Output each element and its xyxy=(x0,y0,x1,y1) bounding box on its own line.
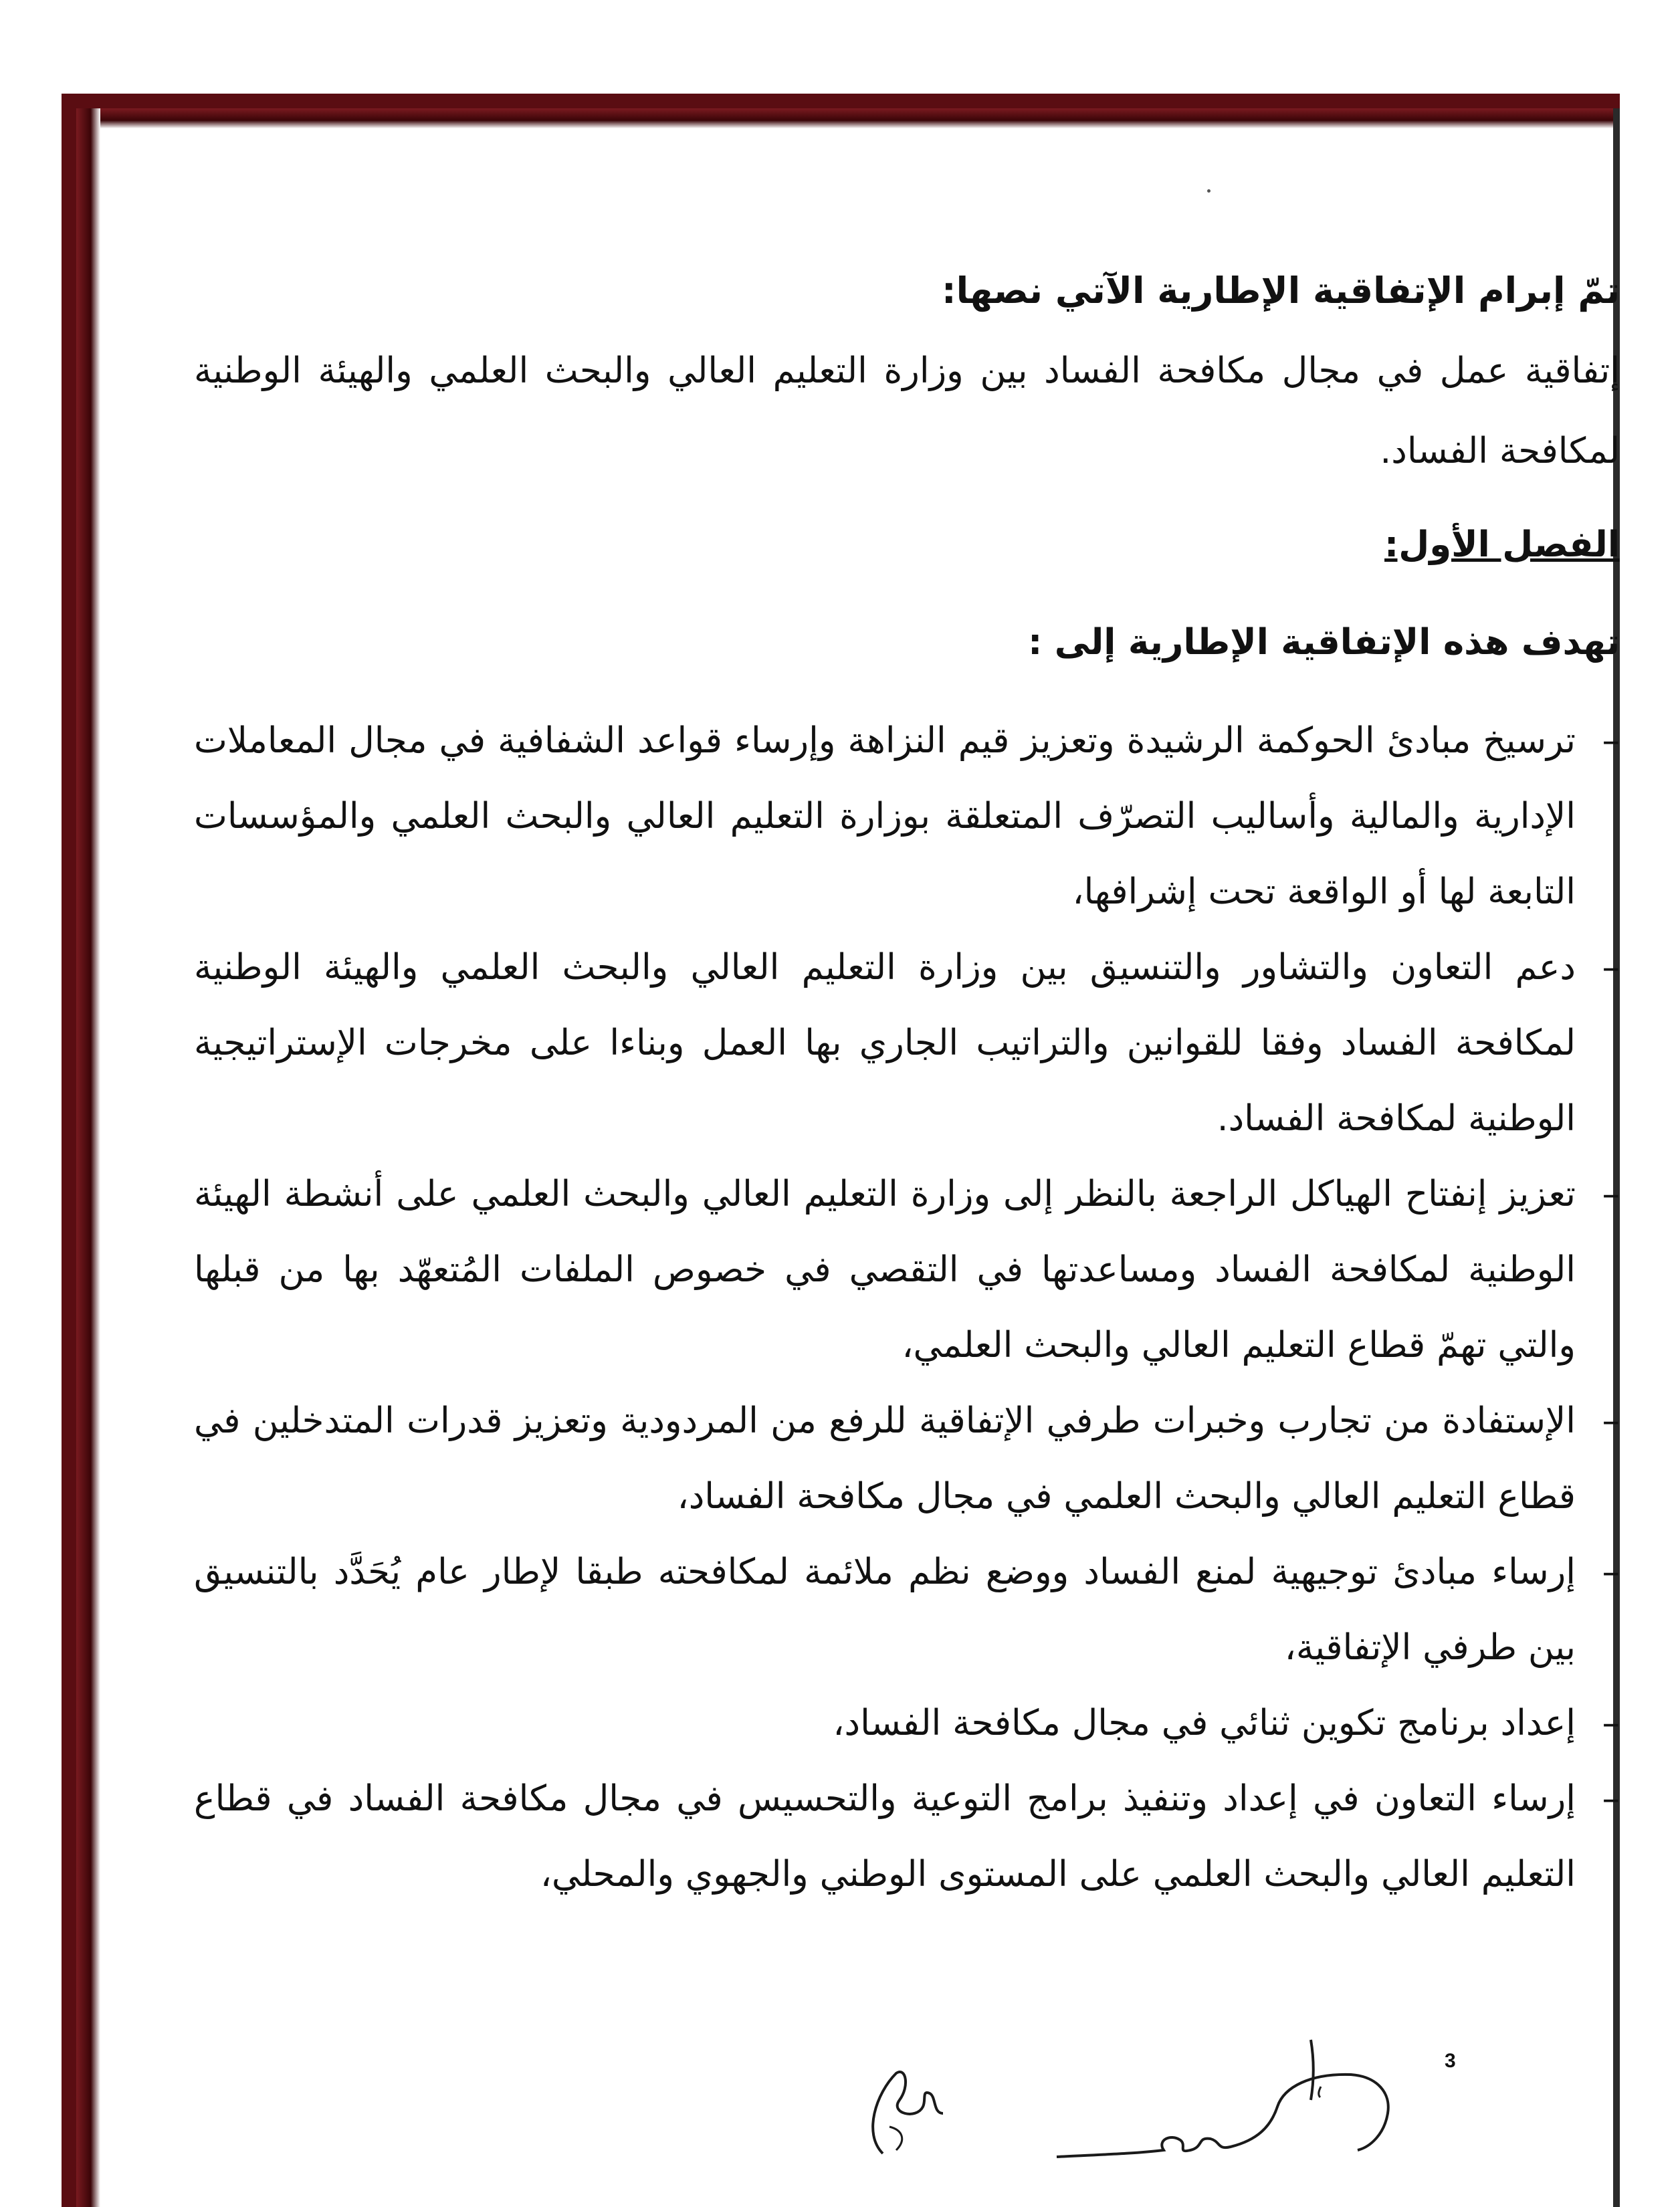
signatures xyxy=(843,2013,1431,2187)
aims-list xyxy=(194,703,1620,1912)
list-item xyxy=(194,930,1620,1156)
list-item xyxy=(194,1156,1620,1383)
list-item xyxy=(194,1761,1620,1912)
aim-text: تعزيز إنفتاح الهياكل الراجعة بالنظر إلى وزارة التعليم العالي والبحث العلمي على أنشطة الهيئة الوطنية لمكافحة الفساد ومساعدتها في التقصي في خصوص الملفات المُتعهّد بها من قبلها والتي تهمّ قطاع التعليم العالي والبحث العلمي، xyxy=(194,1174,1576,1366)
aim-text: الإستفادة من تجارب وخبرات طرفي الإتفاقية للرفع من المردودية وتعزيز قدرات المتدخلين في قطاع التعليم العالي والبحث العلمي في مجال مكافحة الفساد، xyxy=(194,1400,1576,1517)
bullet-dash: – xyxy=(1602,1400,1620,1441)
scan-dot-mark xyxy=(1207,189,1211,193)
bullet-dash: – xyxy=(1602,1778,1620,1819)
page-number: 3 xyxy=(1445,2050,1456,2072)
aims-title: تهدف هذه الإتفاقية الإطارية إلى : xyxy=(1028,622,1620,663)
aim-text: إرساء مبادئ توجيهية لمنع الفساد ووضع نظم ملائمة لمكافحته طبقا لإطار عام يُحَدَّد بالتنسيق بين طرفي الإتفاقية، xyxy=(194,1552,1576,1668)
list-item xyxy=(194,703,1620,930)
frame-top-border xyxy=(76,108,1620,128)
document-body xyxy=(194,251,1620,1912)
bullet-dash: – xyxy=(1602,947,1620,988)
bullet-dash: – xyxy=(1602,720,1620,761)
bullet-dash: – xyxy=(1602,1552,1620,1592)
aim-text: ترسيخ مبادئ الحوكمة الرشيدة وتعزيز قيم النزاهة وإرساء قواعد الشفافية في مجال المعاملات الإدارية والمالية وأساليب التصرّف المتعلقة بوزارة التعليم العالي والبحث العلمي والمؤسسات التابعة لها أو الواقعة تحت إشرافها، xyxy=(194,720,1576,912)
aim-text: إعداد برنامج تكوين ثنائي في مجال مكافحة الفساد، xyxy=(833,1703,1576,1744)
chapter-title: الفصل الأول: xyxy=(1384,524,1620,565)
bullet-dash: – xyxy=(1602,1174,1620,1215)
frame-left-border xyxy=(76,108,100,2207)
intro-text: إتفاقية عمل في مجال مكافحة الفساد بين وزارة التعليم العالي والبحث العلمي والهيئة الوطنية لمكافحة الفساد. xyxy=(194,350,1620,471)
list-item xyxy=(194,1685,1620,1761)
bullet-dash: – xyxy=(1602,1703,1620,1744)
aim-text: دعم التعاون والتشاور والتنسيق بين وزارة التعليم العالي والبحث العلمي والهيئة الوطنية لمكافحة الفساد وفقا للقوانين والتراتيب الجاري بها العمل وبناءا على مخرجات الإستراتيجية الوطنية لمكافحة الفساد. xyxy=(194,947,1576,1139)
intro-heading: تمّ إبرام الإتفاقية الإطارية الآتي نصها: xyxy=(942,270,1620,312)
list-item xyxy=(194,1383,1620,1534)
signature-left xyxy=(873,2072,943,2153)
list-item xyxy=(194,1534,1620,1685)
signature-right xyxy=(1057,2075,1388,2157)
aim-text: إرساء التعاون في إعداد وتنفيذ برامج التوعية والتحسيس في مجال مكافحة الفساد في قطاع التعليم العالي والبحث العلمي على المستوى الوطني والجهوي والمحلي، xyxy=(194,1778,1576,1895)
